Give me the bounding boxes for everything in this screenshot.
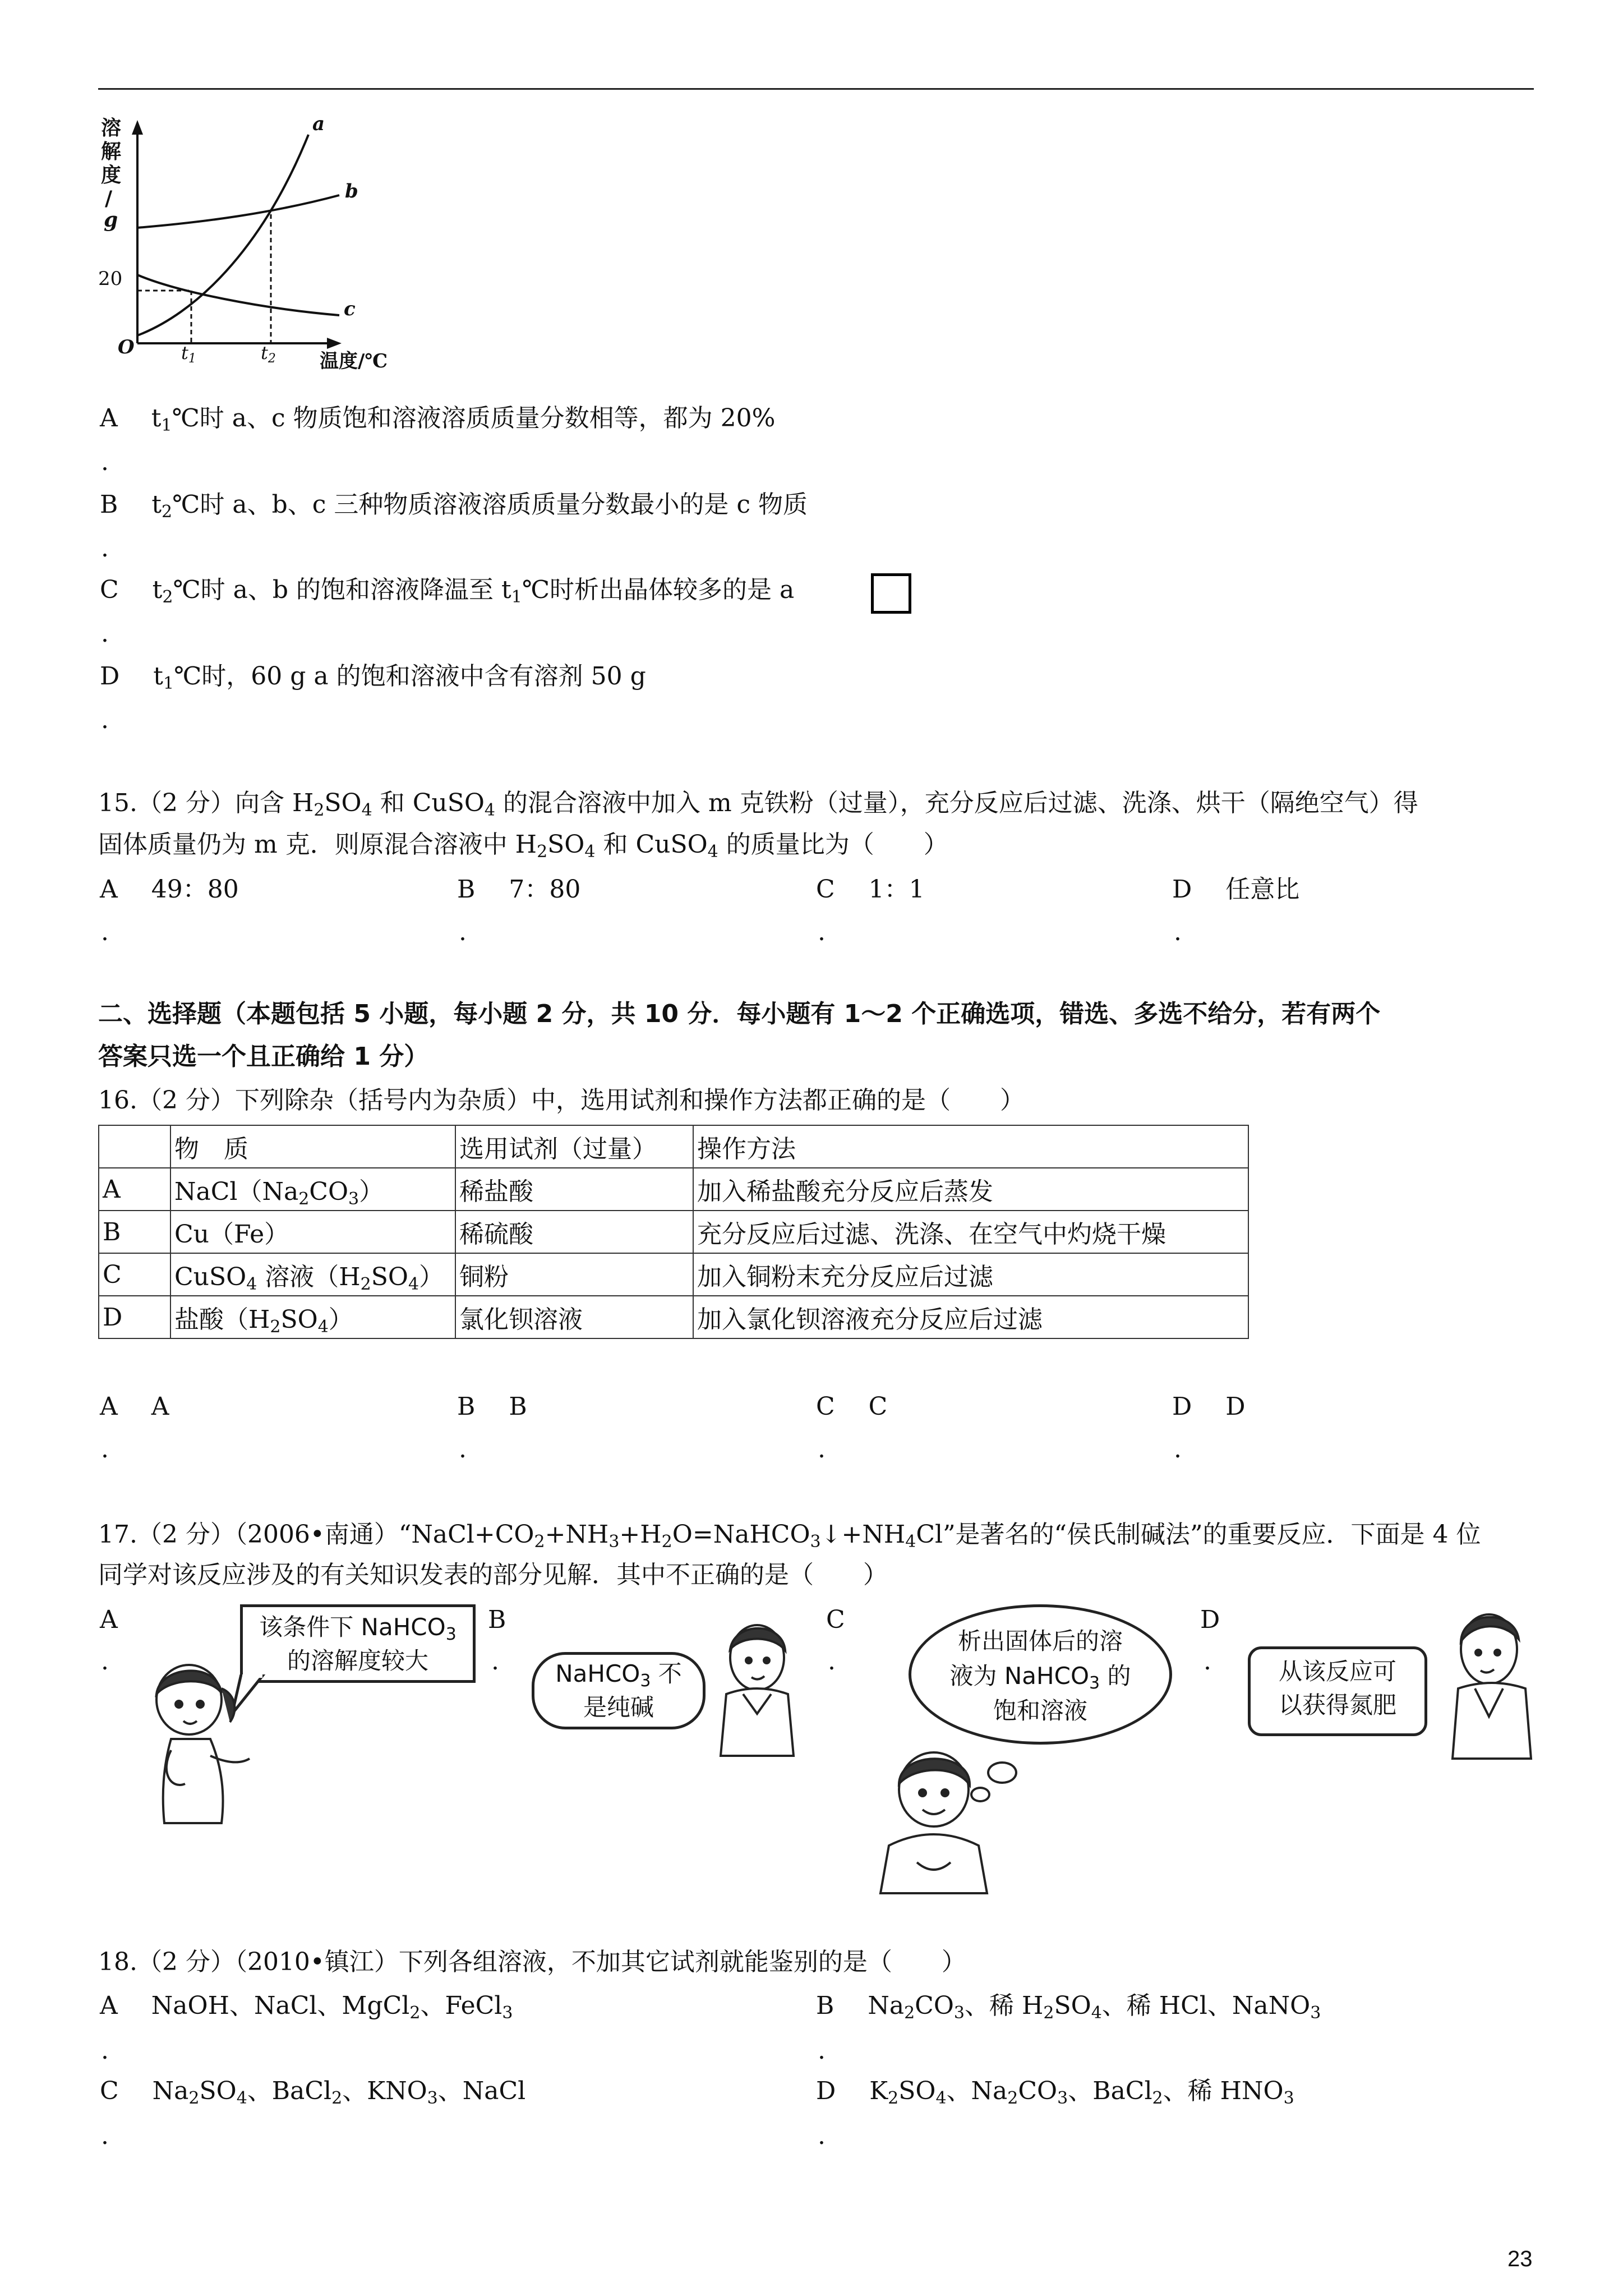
thought-cloud-c: 析出固体后的溶 液为 NaHCO$_3$ 的 饱和溶液 (909, 1604, 1172, 1745)
table-cell: 氯化钡溶液 (455, 1296, 693, 1338)
q17-option-d-dot: . (1204, 1647, 1211, 1676)
student-a-figure (137, 1655, 255, 1829)
q14-option-c-dot: . (101, 619, 109, 648)
table-header-cell: 选用试剂（过量） (455, 1125, 693, 1168)
q18-option-c-dot: . (101, 2122, 109, 2150)
q15-stem-line2: 固体质量仍为 m 克．则原混合溶液中 $H_2SO_4$ 和 CuSO$_4$ 的质量比为（ ） (98, 830, 948, 862)
q14-option-a-dot: . (101, 448, 109, 476)
q17-option-a-letter[interactable]: A (100, 1605, 118, 1634)
q16-option-c[interactable]: C C (816, 1392, 888, 1421)
speech-bubble-a: 该条件下 NaHCO$_3$ 的溶解度较大 (240, 1604, 476, 1683)
q14-option-d[interactable] (100, 661, 646, 692)
q15-option-c-dot: . (818, 918, 826, 946)
graph-ylabel-3: / (105, 187, 113, 210)
answer-box[interactable] (871, 573, 911, 614)
q16-table (98, 1125, 1249, 1339)
curve-c (137, 275, 339, 315)
table-cell: D (99, 1296, 170, 1338)
q16-option-c-dot: . (818, 1435, 826, 1464)
q18-option-c[interactable]: C $Na_2SO_4$、BaCl$_2$、$KNO_3$、NaCl (100, 2077, 526, 2108)
q16-option-a-dot: . (101, 1435, 109, 1464)
q17-option-c-dot: . (828, 1647, 836, 1676)
graph-xlabel: 温度/℃ (320, 350, 388, 372)
q18-stem: 18.（2 分）（2010•镇江）下列各组溶液，不加其它试剂就能鉴别的是（ ） (98, 1948, 966, 1976)
curve-b-label: b (345, 180, 358, 203)
q14-option-d-letter: D (100, 662, 120, 691)
q14-option-c-text: $t_2℃$时 a、b 的饱和溶液降温至 $t_1℃$时析出晶体较多的是 a (152, 576, 795, 607)
table-cell: 盐酸$(H_2SO_4)$ (170, 1296, 455, 1338)
q15-option-a-dot: . (101, 918, 109, 946)
speech-bubble-d: 从该反应可 以获得氮肥 (1248, 1646, 1427, 1736)
q15-option-b[interactable]: B 7：80 (457, 875, 581, 904)
curve-a-label: a (312, 113, 325, 135)
q18-option-d-dot: . (818, 2122, 826, 2150)
q18-option-a-dot: . (101, 2036, 109, 2065)
graph-ylabel-1: 解 (101, 140, 122, 163)
graph-t2-label: t2 (261, 342, 276, 366)
q17-option-a-dot: . (101, 1647, 109, 1676)
table-row (99, 1296, 1248, 1338)
q17-option-c-letter[interactable]: C (826, 1605, 845, 1634)
table-header-cell (99, 1125, 170, 1168)
table-cell: 加入铜粉末充分反应后过滤 (693, 1253, 1248, 1296)
q17-stem-line2: 同学对该反应涉及的有关知识发表的部分见解．其中不正确的是（ ） (98, 1561, 888, 1589)
table-cell: 稀盐酸 (455, 1168, 693, 1211)
q14-option-b-letter: B (100, 490, 118, 519)
table-cell: B (99, 1211, 170, 1253)
q15-stem-line1: 15.（2 分）向含 $H_2SO_4$ 和 CuSO$_4$ 的混合溶液中加入 m 克铁粉（过量），充分反应后过滤、洗涤、烘干（隔绝空气）得 (98, 789, 1418, 820)
q15-option-d-dot: . (1174, 918, 1182, 946)
table-header-row (99, 1125, 1248, 1168)
curve-a (137, 135, 308, 335)
solubility-graph (93, 112, 429, 381)
graph-ylabel-0: 溶 (101, 116, 122, 140)
table-row (99, 1211, 1248, 1253)
q14-option-a-letter: A (100, 404, 118, 432)
student-d-figure (1436, 1604, 1537, 1761)
q14-option-d-dot: . (101, 706, 109, 734)
table-cell: $NaCl(Na_2CO_3)$ (170, 1168, 455, 1211)
q15-option-d[interactable]: D 任意比 (1172, 875, 1300, 904)
graph-origin: O (118, 336, 135, 358)
table-cell: A (99, 1168, 170, 1211)
q15-option-b-dot: . (459, 918, 467, 946)
table-cell: CuSO$_4$ 溶液$(H_2SO_4)$ (170, 1253, 455, 1296)
q16-option-a[interactable]: A A (100, 1392, 169, 1421)
table-cell: Cu（Fe） (170, 1211, 455, 1253)
q14-option-c[interactable] (100, 574, 794, 606)
graph-ylabel-2: 度 (101, 163, 122, 187)
table-row (99, 1253, 1248, 1296)
table-cell: 加入稀盐酸充分反应后蒸发 (693, 1168, 1248, 1211)
table-header-cell: 物 质 (170, 1125, 455, 1168)
top-rule (98, 88, 1534, 90)
q14-option-d-text: $t_1℃$时，60 g a 的饱和溶液中含有溶剂 50 g (153, 662, 646, 693)
q17-option-b-letter[interactable]: B (488, 1605, 506, 1634)
q14-option-b-text: $t_2℃$时 a、b、c 三种物质溶液溶质质量分数最小的是 c 物质 (151, 490, 808, 522)
graph-ytick-20: 20 (98, 268, 123, 290)
q18-option-a[interactable]: A NaOH、NaCl、MgCl$_2$、FeCl$_3$ (100, 1991, 513, 2023)
section2-heading-line2: 答案只选一个且正确给 1 分） (98, 1042, 429, 1071)
q16-option-d-dot: . (1174, 1435, 1182, 1464)
table-row (99, 1168, 1248, 1211)
table-cell: 加入氯化钡溶液充分反应后过滤 (693, 1296, 1248, 1338)
table-cell: 稀硫酸 (455, 1211, 693, 1253)
q14-option-b-dot: . (101, 534, 109, 563)
q15-option-c[interactable]: C 1：1 (816, 875, 925, 904)
student-c-figure (866, 1745, 1001, 1896)
q14-option-a[interactable] (100, 403, 775, 434)
q15-option-a[interactable]: A 49：80 (100, 875, 239, 904)
table-cell: C (99, 1253, 170, 1296)
q17-option-d-letter[interactable]: D (1200, 1605, 1220, 1634)
table-header-cell: 操作方法 (693, 1125, 1248, 1168)
page-number: 23 (1507, 2247, 1533, 2271)
q18-option-b-dot: . (818, 2036, 826, 2065)
q17-stem-line1: 17.（2 分）（2006•南通）“$NaCl+CO_2+NH_3+H_2O=NaHCO_3↓+NH_4Cl$”是著名的“侯氏制碱法”的重要反应．下面是 4 位 (98, 1520, 1481, 1552)
q18-option-d[interactable]: D $K_2SO_4$、$Na_2CO_3$、BaCl$_2$、稀 $HNO_3$ (816, 2077, 1294, 2108)
q16-option-d[interactable]: D D (1172, 1392, 1246, 1421)
curve-b (137, 195, 339, 228)
q14-option-c-letter: C (100, 576, 119, 604)
table-cell: 铜粉 (455, 1253, 693, 1296)
speech-bubble-b: NaHCO$_3$ 不 是纯碱 (532, 1652, 706, 1729)
q16-option-b-dot: . (459, 1435, 467, 1464)
graph-ylabel-4: g (104, 208, 118, 232)
q14-option-b[interactable] (100, 489, 808, 521)
curve-c-label: c (344, 298, 356, 320)
section2-heading-line1: 二、选择题（本题包括 5 小题，每小题 2 分，共 10 分．每小题有 1～2 个正确选项，错选、多选不给分，若有两个 (98, 1000, 1381, 1028)
q18-option-b[interactable]: B $Na_2CO_3$、稀 $H_2SO_4$、稀 HCl、NaNO$_3$ (816, 1991, 1321, 2023)
q16-option-b[interactable]: B B (457, 1392, 527, 1421)
student-b-figure (704, 1616, 805, 1761)
table-cell: 充分反应后过滤、洗涤、在空气中灼烧干燥 (693, 1211, 1248, 1253)
q14-option-a-text: $t_1℃$时 a、c 物质饱和溶液溶质质量分数相等，都为 20% (151, 404, 776, 435)
q17-option-b-dot: . (491, 1647, 499, 1676)
graph-t1-label: t1 (181, 342, 196, 366)
q16-stem: 16.（2 分）下列除杂（括号内为杂质）中，选用试剂和操作方法都正确的是（ ） (98, 1086, 1025, 1115)
